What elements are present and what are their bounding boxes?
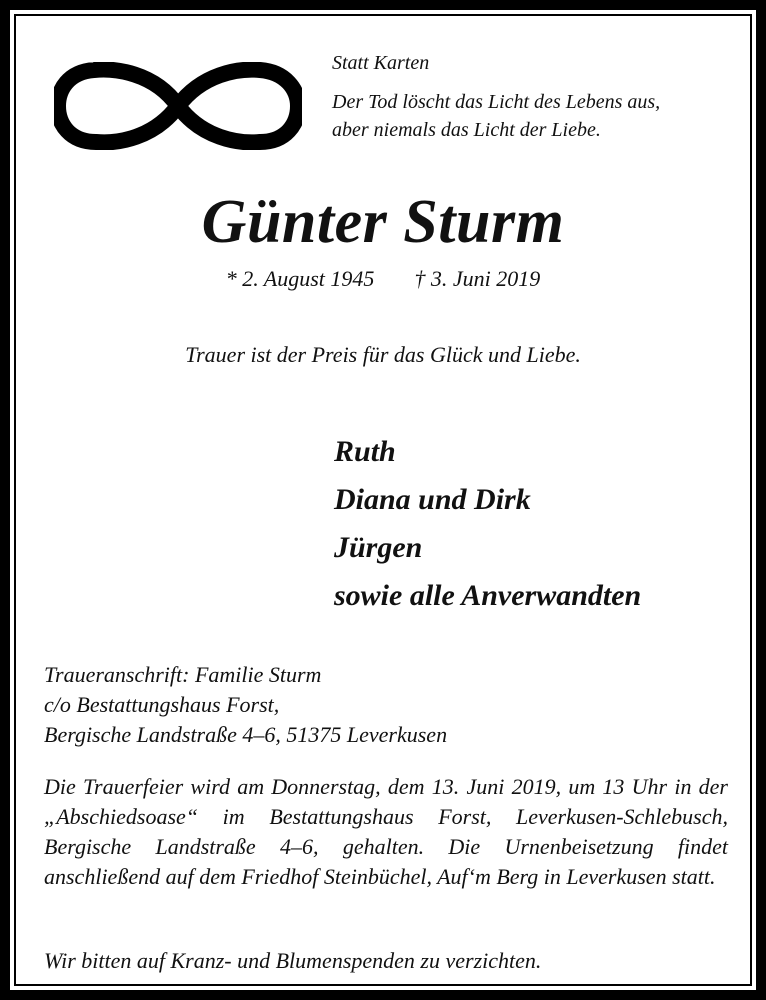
address-line-3: Bergische Landstraße 4–6, 51375 Leverkusen [44, 722, 448, 747]
death-date: † 3. Juni 2019 [414, 266, 541, 291]
mourner: Jürgen [334, 531, 423, 564]
donation-request: Wir bitten auf Kranz- und Blumenspenden zu verzichten. [44, 948, 542, 973]
ceremony-info: Die Trauerfeier wird am Donnerstag, dem 13. Juni 2019, um 13 Uhr in der „Abschiedsoase“ im Bestattungshaus Forst, Leverkusen-Schlebusch, Bergische Landstraße 4–6, gehalten. Die Urnenbeisetzung findet anschließend auf dem Friedhof Steinbüchel, Auf‘m Berg in Leverkusen statt. [44, 774, 728, 889]
mourner: Ruth [334, 435, 396, 468]
address-line-2: c/o Bestattungshaus Forst, [44, 692, 280, 717]
mourner: Diana und Dirk [334, 483, 531, 516]
deceased-name: Günter Sturm [201, 188, 565, 256]
header-text [332, 50, 742, 144]
motto-line-2: aber niemals das Licht der Liebe. [332, 119, 601, 141]
statt-karten: Statt Karten [332, 52, 430, 74]
address-line-1: Traueranschrift: Familie Sturm [44, 662, 322, 687]
life-dates [10, 266, 756, 292]
quote: Trauer ist der Preis für das Glück und Liebe. [185, 342, 581, 367]
motto-line-1: Der Tod löscht das Licht des Lebens aus, [332, 91, 661, 113]
obituary-notice [10, 10, 756, 990]
infinity-symbol-icon [54, 62, 302, 150]
mourners-list [334, 428, 641, 620]
mourner: sowie alle Anverwandten [334, 579, 642, 612]
mourning-address [44, 660, 734, 750]
birth-date: * 2. August 1945 [225, 266, 375, 291]
